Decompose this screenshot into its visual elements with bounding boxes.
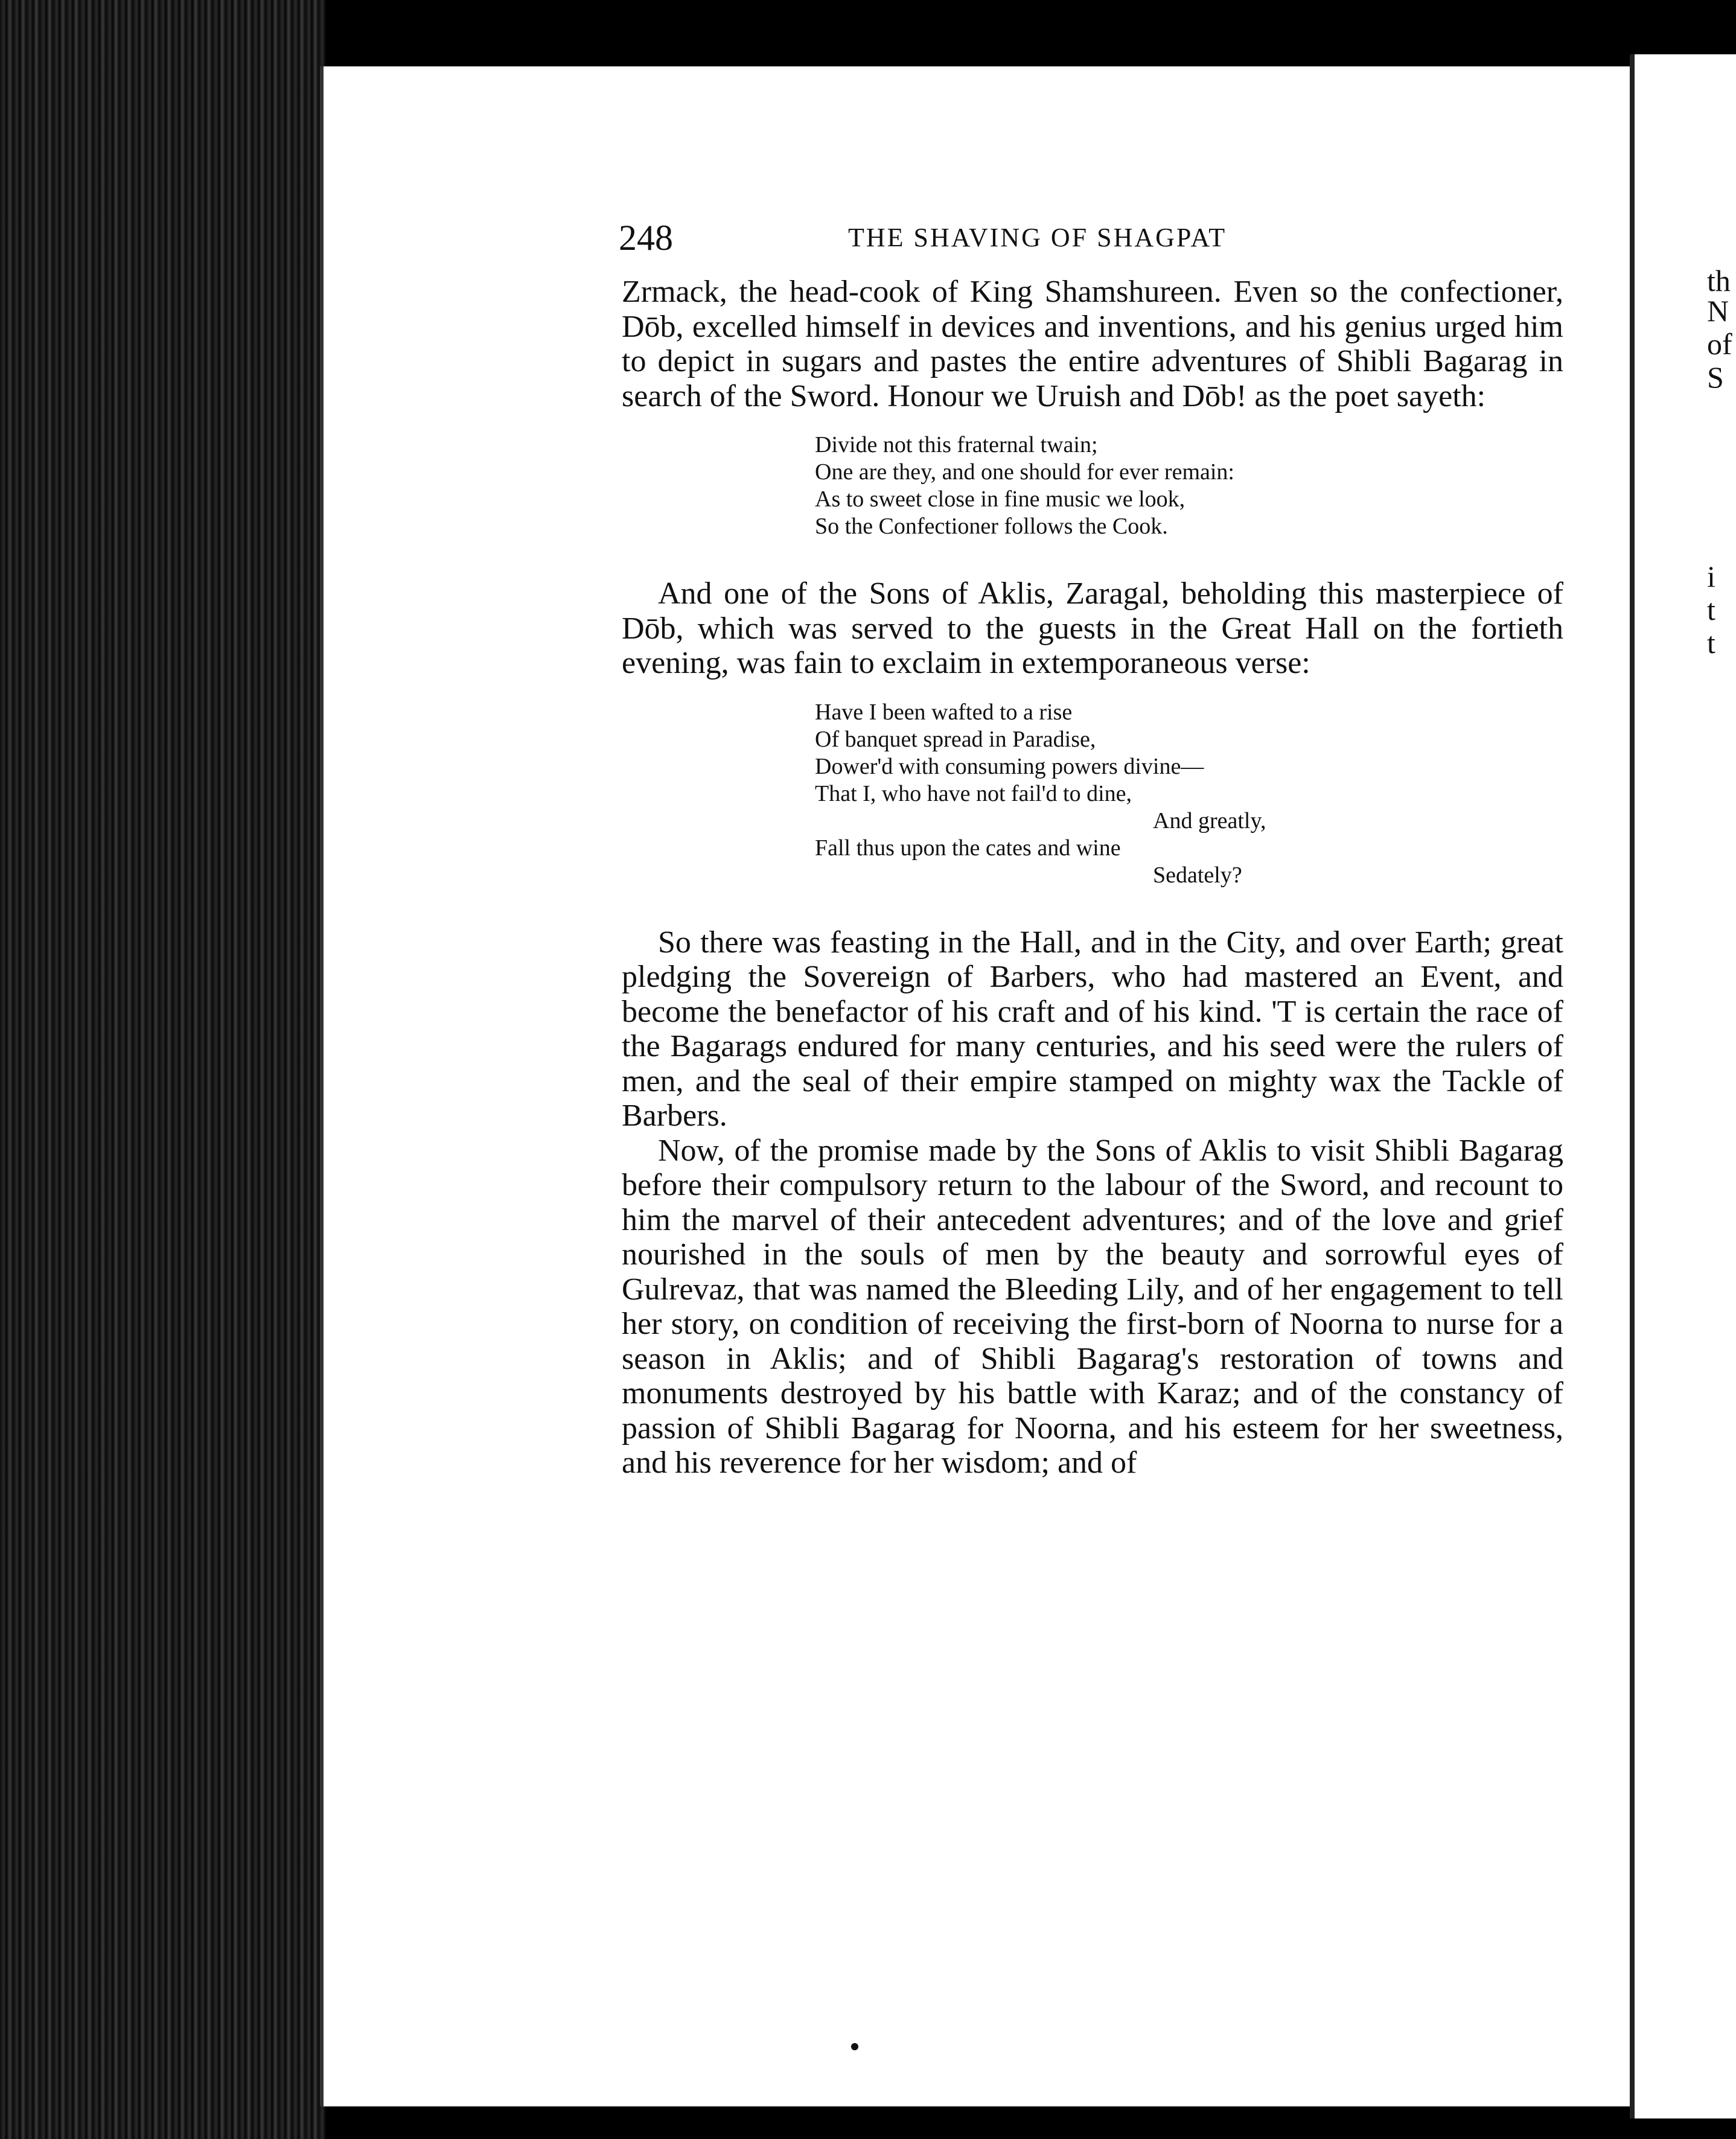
running-head: THE SHAVING OF SHAGPAT <box>848 223 1227 252</box>
verse-line: Of banquet spread in Paradise, <box>815 726 1096 752</box>
paragraph: Now, of the promise made by the Sons of Aklis to visit Shibli Bagarag before their compulsory return to the labour of the Sword, and recount to him the marvel of their antecedent adventures; and of the love and grief nourished in the souls of men by the beauty and sorrowful eyes of Gulrevaz, that was named the Bleeding Lily, and of her engagement to tell her story, on condition of receiving the first-born of Noorna to nurse for a season in Aklis; and of Shibli Bagarag's restoration of towns and monuments destroyed by his battle with Karaz; and of the constancy of passion of Shibli Bagarag for Noorna, and his esteem for her sweetness, and his reverence for her wisdom; and of <box>622 1133 1563 1480</box>
body-text <box>622 275 1563 1481</box>
verse-stanza <box>815 699 1563 889</box>
verse-line: That I, who have not fail'd to dine, <box>815 780 1132 806</box>
printer-mark <box>851 2043 858 2050</box>
facing-page-fragment: th <box>1707 264 1731 298</box>
verse-line: Dower'd with consuming powers divine— <box>815 753 1204 779</box>
facing-page-fragment: t <box>1707 593 1715 626</box>
page-number: 248 <box>619 218 673 258</box>
facing-page-fragment: i <box>1707 559 1715 593</box>
verse-line: And greatly, <box>1153 808 1266 834</box>
facing-page-fragment: S <box>1707 360 1724 394</box>
verse-stanza <box>815 432 1563 540</box>
paragraph: Zrmack, the head-cook of King Shamshureen. Even so the confectioner, Dōb, excelled himself in devices and inventions, and his genius urged him to depict in sugars and pastes the entire adventures of Shibli Bagarag in search of the Sword. Honour we Uruish and Dōb! as the poet sayeth: <box>622 275 1563 413</box>
facing-page-fragment: t <box>1707 626 1715 660</box>
page-header <box>619 217 1506 260</box>
verse-line: Fall thus upon the cates and wine <box>815 835 1121 861</box>
paragraph: So there was feasting in the Hall, and in the City, and over Earth; great pledging the Sovereign of Barbers, who had mastered an Event, and become the benefactor of his craft and of his kind. 'T is certain the race of the Bagarags endured for many centuries, and his seed were the rulers of men, and the seal of their empire stamped on mighty wax the Tackle of Barbers. <box>622 925 1563 1133</box>
paragraph: And one of the Sons of Aklis, Zaragal, beholding this masterpiece of Dōb, which was served to the guests in the Great Hall on the fortieth evening, was fain to exclaim in extemporaneous verse: <box>622 576 1563 680</box>
verse-line: Have I been wafted to a rise <box>815 699 1073 725</box>
facing-page-fragment: of <box>1707 327 1732 361</box>
verse-line: Sedately? <box>1153 862 1242 888</box>
book-page-edges <box>0 0 326 2139</box>
verse-line: As to sweet close in fine music we look, <box>815 486 1186 512</box>
verse-line: One are they, and one should for ever remain: <box>815 459 1234 485</box>
verse-line: Divide not this fraternal twain; <box>815 432 1098 457</box>
verse-line: So the Confectioner follows the Cook. <box>815 514 1168 539</box>
facing-page-fragment: N <box>1707 294 1729 328</box>
facing-page-edge <box>1630 54 1736 2118</box>
